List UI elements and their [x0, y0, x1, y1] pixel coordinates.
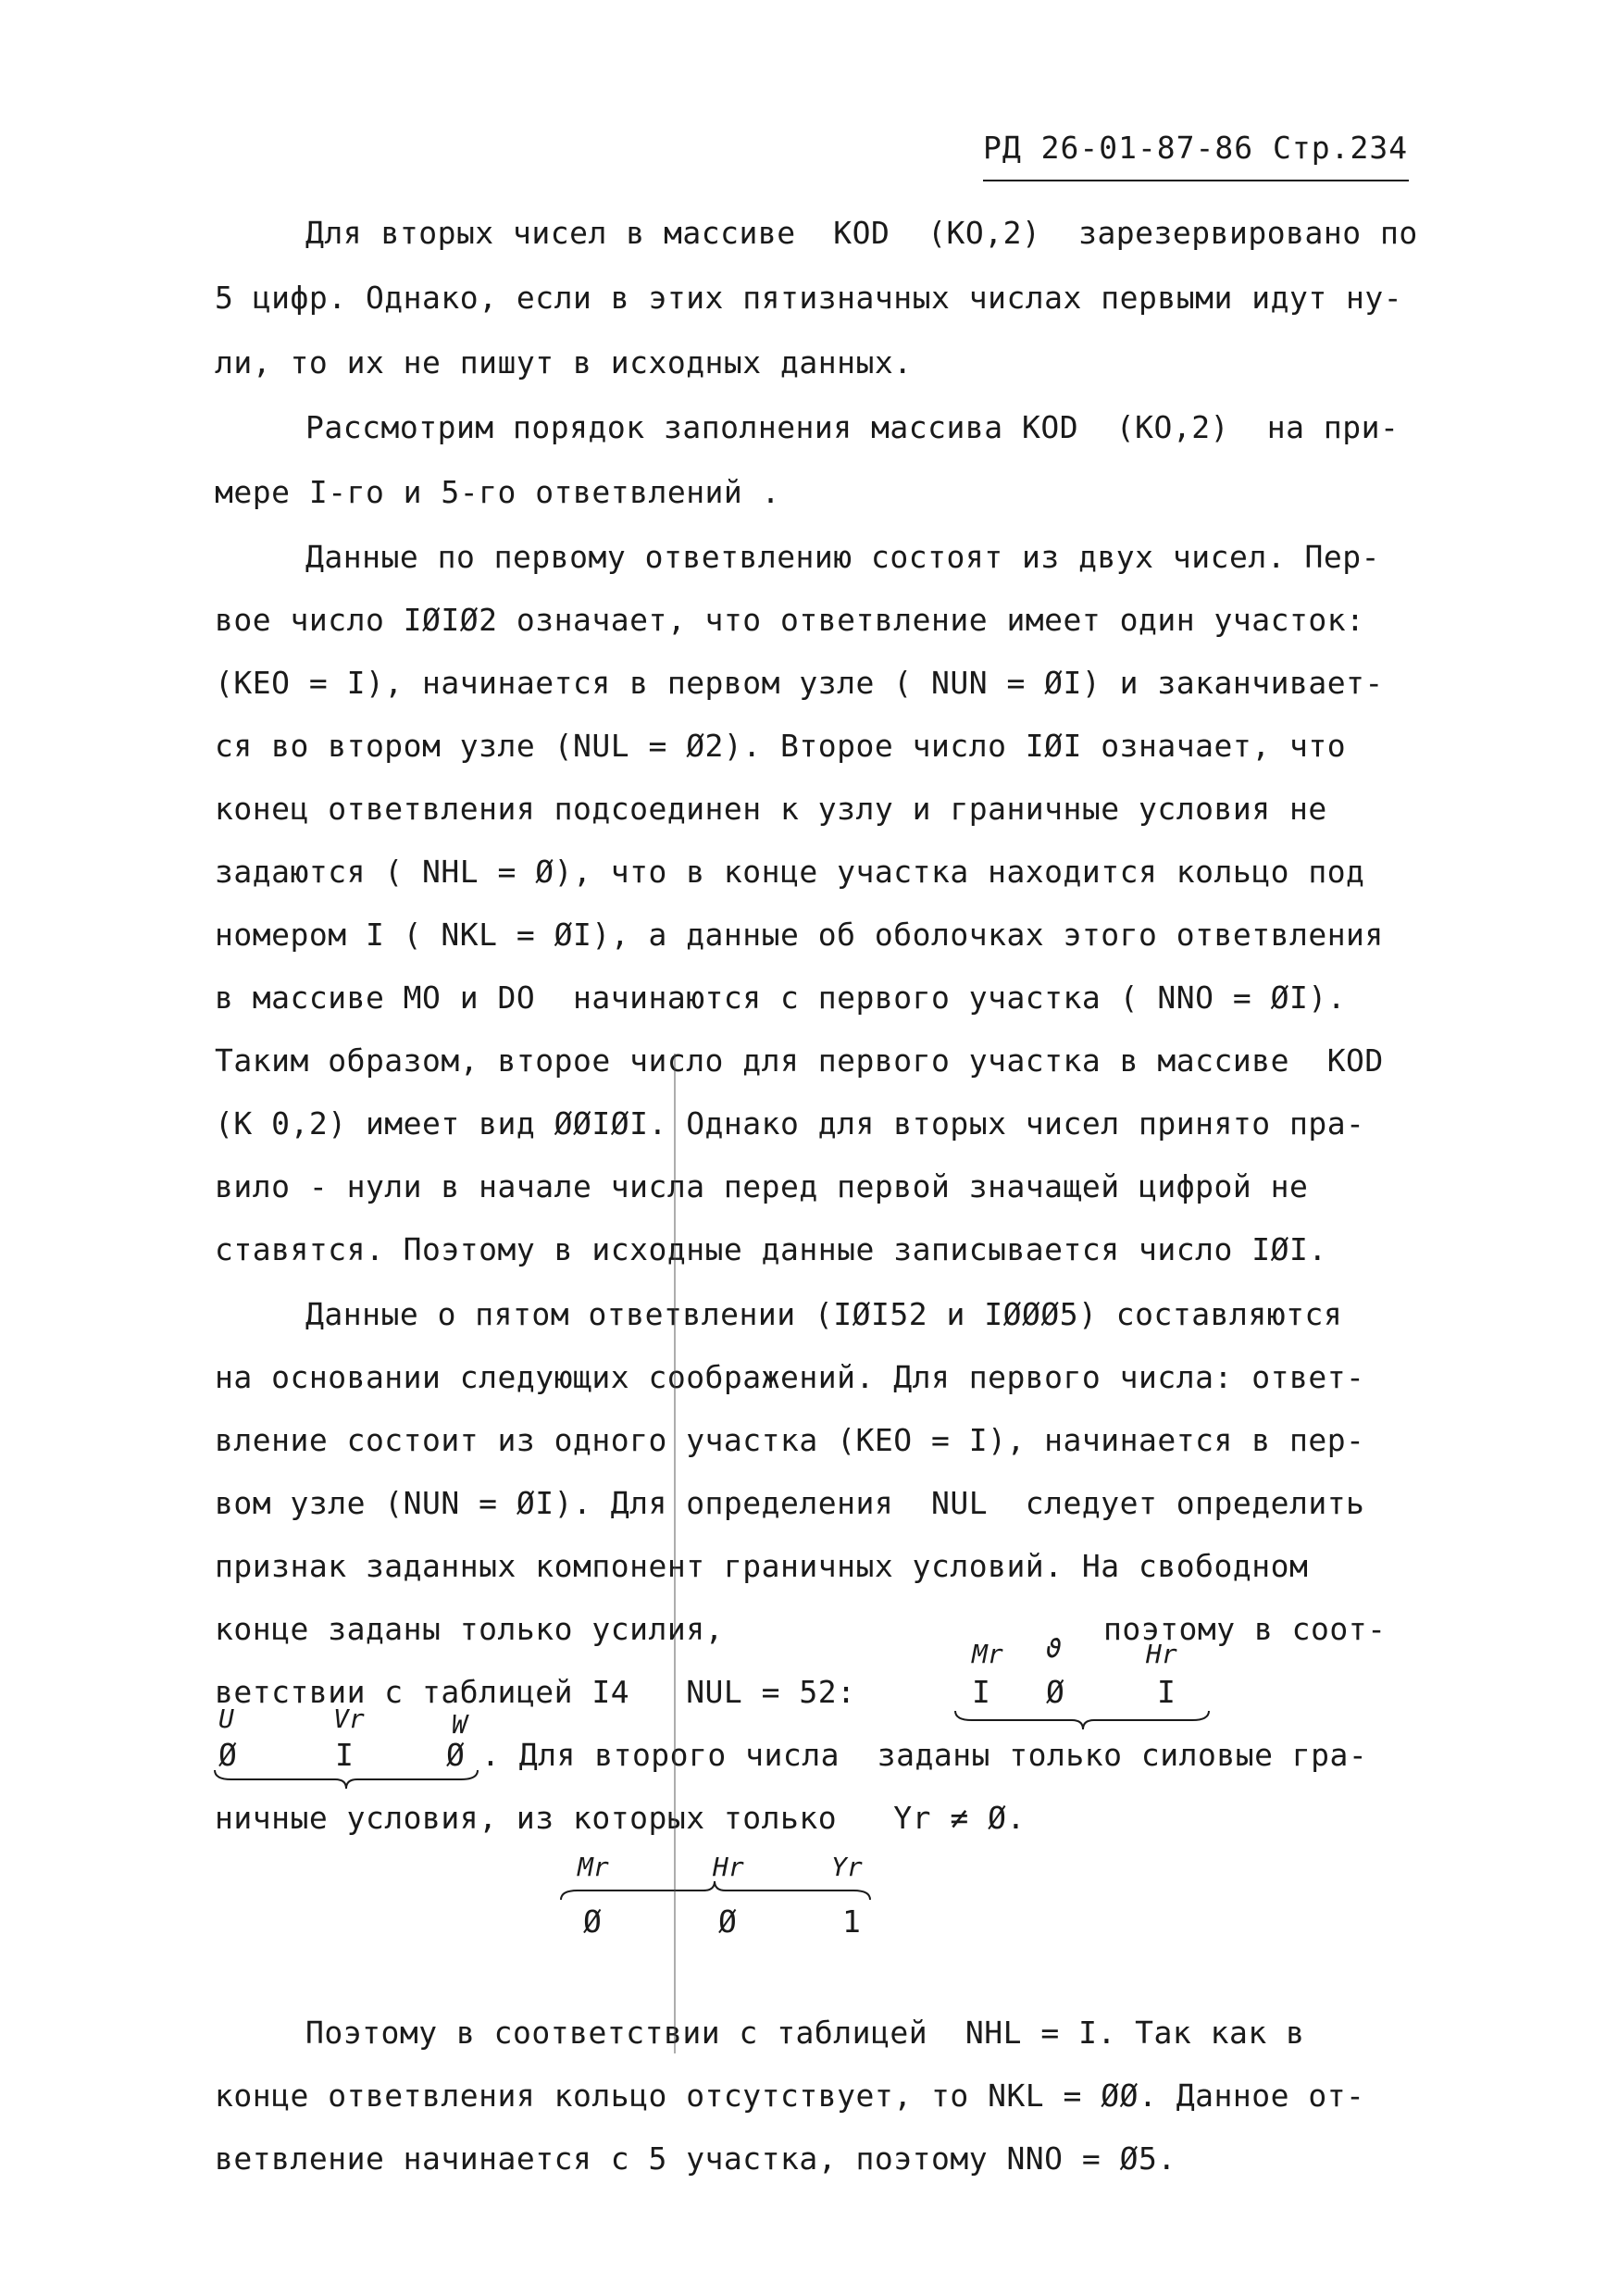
scan-artifact-line	[674, 1054, 676, 2053]
diagram-value: 1	[842, 1903, 861, 1940]
header-underline	[983, 180, 1409, 181]
text-line: Таким образом, второе число для первого участка в массиве KOD	[215, 1042, 1384, 1079]
curly-brace	[559, 1879, 874, 1902]
text-line: поэтому в соот-	[1103, 1611, 1387, 1647]
document-header: РД 26-01-87-86 Стр.234	[983, 130, 1409, 166]
text-line: в массиве MO и DO начинаются с первого участка ( NNO = ØI).	[215, 980, 1347, 1016]
text-line: признак заданных компонент граничных условий. На свободном	[215, 1548, 1309, 1584]
diagram-value: Ø	[446, 1737, 465, 1773]
diagram-value: Ø	[218, 1737, 237, 1773]
text-line: (K 0,2) имеет вид ØØIØI. Однако для вторых чисел принято пра-	[215, 1105, 1365, 1142]
text-line: конец ответвления подсоединен к узлу и граничные условия не	[215, 791, 1327, 827]
diagram-value: I	[1157, 1674, 1176, 1710]
diagram-value: Ø	[1046, 1674, 1064, 1710]
diagram-label: Hr	[713, 1852, 744, 1882]
text-line: вление состоит из одного участка (KEO = I), начинается в пер-	[215, 1422, 1365, 1458]
text-line: ветвление начинается с 5 участка, поэтому NNO = Ø5.	[215, 2140, 1176, 2177]
diagram-label: Mr	[972, 1639, 1003, 1669]
text-line: ся во втором узле (NUL = Ø2). Второе число IØI означает, что	[215, 728, 1347, 764]
diagram-label: Yr	[831, 1852, 863, 1882]
text-line: конце заданы только усилия,	[215, 1611, 724, 1647]
text-line: . Для второго числа заданы только силовые гра-	[481, 1737, 1368, 1773]
text-line: (KEO = I), начинается в первом узле ( NUN = ØI) и заканчивает-	[215, 665, 1384, 701]
text-line: Для вторых чисел в массиве KOD (KO,2) зарезервировано по	[305, 215, 1418, 251]
diagram-value: I	[335, 1737, 354, 1773]
text-line: Рассмотрим порядок заполнения массива KOD (KO,2) на при-	[305, 409, 1400, 445]
diagram-label: Vr	[333, 1703, 365, 1734]
text-line: вом узле (NUN = ØI). Для определения NUL следует определить	[215, 1485, 1365, 1521]
text-line: ли, то их не пишут в исходных данных.	[215, 344, 913, 381]
text-line: на основании следующих соображений. Для первого числа: ответ-	[215, 1359, 1365, 1395]
text-line: вое число IØIØ2 означает, что ответвление имеет один участок:	[215, 602, 1365, 638]
text-line: Данные о пятом ответвлении (IØI52 и IØØØ5) составляются	[305, 1296, 1343, 1332]
diagram-value: Ø	[718, 1903, 737, 1940]
curly-brace	[213, 1768, 481, 1791]
text-line: ветствии с таблицей I4 NUL = 52:	[215, 1674, 856, 1710]
diagram-label: U	[218, 1703, 234, 1734]
curly-brace	[953, 1709, 1213, 1731]
text-line: ничные условия, из которых только Yr ≠ Ø.	[215, 1800, 1026, 1836]
diagram-value: Ø	[583, 1903, 602, 1940]
text-line: задаются ( NHL = Ø), что в конце участка находится кольцо под	[215, 854, 1365, 890]
diagram-label: W	[452, 1709, 467, 1740]
text-line: 5 цифр. Однако, если в этих пятизначных числах первыми идут ну-	[215, 280, 1403, 316]
text-line: мере I-го и 5-го ответвлений .	[215, 474, 781, 510]
text-line: Поэтому в соответствии с таблицей NHL = I. Так как в	[305, 2015, 1305, 2051]
diagram-label: Hr	[1146, 1639, 1177, 1669]
diagram-label: Mr	[578, 1852, 609, 1882]
diagram-label: ϑ	[1046, 1633, 1062, 1664]
text-line: ставятся. Поэтому в исходные данные записывается число IØI.	[215, 1231, 1327, 1267]
text-line: конце ответвления кольцо отсутствует, то NKL = ØØ. Данное от-	[215, 2078, 1365, 2114]
text-line: Данные по первому ответвлению состоят из двух чисел. Пер-	[305, 539, 1380, 575]
text-line: вило - нули в начале числа перед первой значащей цифрой не	[215, 1168, 1309, 1204]
text-line: номером I ( NKL = ØI), а данные об оболочках этого ответвления	[215, 917, 1384, 953]
diagram-value: I	[972, 1674, 990, 1710]
